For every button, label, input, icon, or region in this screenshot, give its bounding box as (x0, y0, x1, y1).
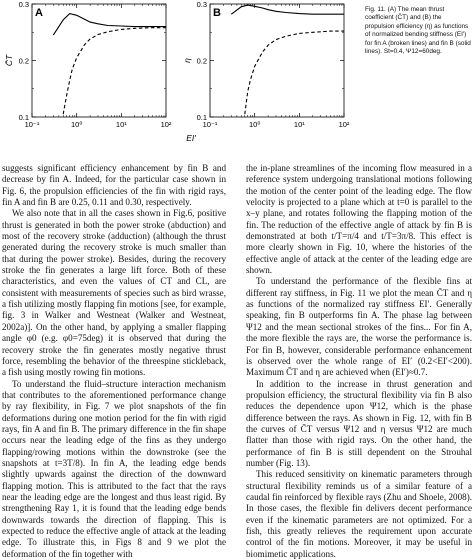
plot-frame (32, 4, 166, 117)
figure-11 (0, 0, 474, 163)
figure-caption (365, 6, 471, 56)
panel-a (4, 0, 172, 129)
y-axis-label: C̄T (4, 54, 14, 67)
x-tick-label: 10² (338, 120, 350, 129)
caption-text: Fig. 11. (A) The mean thrust coefficient (C̄T) and (B) the propulsion efficiency (η) as functions of normalized bending stiffness (EI′) for fin A (broken lines) and fin B (solid lines). St=0.4, Ψ12=60deg. (365, 6, 471, 56)
panel-label: B (213, 7, 221, 19)
right-paragraph: This reduced sensitivity on kinematic parameters through structural flexibility reminds us of a similar feature of a caudal fin reinforced by flexible rays (Zhu and Shoele, 2008). In those cases, the flexible fin delivers decent performance even if the kinematic parameters are not optimized. For a fish, this greatly relieves the requirement upon accurate control of the fin motions. Moreover, it may be useful in biomimetic applications. (246, 469, 472, 559)
y-tick-label: 0.3 (196, 0, 207, 9)
left-paragraph: We also note that in all the cases shown in Fig.6, positive thrust is generated in both the power stroke (abduction) and most of the recovery stroke (adduction) (although the thrust generated during the recovery stroke is much smaller than that during the power stroke). Besides, during the recovery stroke the fin generates a large lift force. Both of these characteristics, and even the values of CT and CL, are consistent with measurements of species such as bird wrasse, a fish utilizing mostly flapping fin motions [see, for example, fig. 3 in Walker and Westneat (Walker and Westneat, 2002a)]. On the other hand, by applying a smaller flapping angle φ0 (e.g. φ0=75deg) it is observed that during the recovery stroke the fin generates mostly negative thrust force, resembling the behavior of the threespine stickleback, a fish using mostly rowing fin motions. (2, 208, 226, 378)
right-paragraph: the in-plane streamlines of the incoming flow measured in a reference system undergoing translational motions following the motion of the center point of the leading edge. The flow velocity is projected to a plane which at t=0 is parallel to the x–y plane, and rotates following the flapping motion of the fin. The reduction of the effective angle of attack by fin B is demonstrated at both t/T=π/4 and t/T=3π/8. This effect is more clearly shown in Fig. 10, where the histories of the effective angle of attack at the center of the leading edge are shown. (246, 163, 472, 276)
right-paragraph: In addition to the increase in thrust generation and propulsion efficiency, the structural flexibility via fin B also reduces the dependence upon Ψ12, which is the phase difference between the rays. As shown in Fig. 12, with fin B the curves of C̄T versus Ψ12 and η versus Ψ12 are much flatter than those with rigid rays. On the other hand, the performance of fin B is still dependent on the Strouhal number (Fig. 13). (246, 378, 472, 468)
right-column (246, 163, 472, 559)
y-tick-label: 0.1 (196, 113, 207, 122)
left-paragraph: suggests significant efficiency enhancement by fin B and decrease by fin A. Indeed, for the particular case shown in Fig. 6, the propulsion efficiencies of the fin with rigid rays, fin A and fin B are 0.25, 0.11 and 0.30, respectively. (2, 163, 226, 208)
x-tick-label: 10⁻¹ (202, 120, 218, 129)
fin-a-curve (63, 28, 166, 115)
panel-b (182, 0, 350, 129)
x-tick-label: 10⁰ (70, 120, 83, 129)
x-axis-label: EI′ (186, 133, 196, 143)
x-tick-label: 10¹ (293, 120, 305, 129)
x-tick-label: 10⁰ (248, 120, 261, 129)
panel-label: A (35, 7, 43, 19)
y-axis-label: η (182, 58, 192, 63)
y-tick-label: 0.3 (18, 0, 29, 9)
plot-frame (210, 4, 344, 117)
left-column (2, 163, 226, 559)
fin-b-curve (231, 5, 344, 14)
y-tick-label: 0.2 (196, 56, 207, 66)
x-tick-label: 10¹ (115, 120, 127, 129)
x-tick-label: 10² (160, 120, 172, 129)
y-tick-label: 0.1 (18, 113, 29, 122)
x-tick-label: 10⁻¹ (24, 120, 40, 129)
fin-a-curve (245, 31, 344, 114)
y-tick-label: 0.2 (18, 56, 29, 66)
right-paragraph: To understand the performance of the flexible fins at different ray stiffness, in Fig. 11 we plot the mean C̄T and η as functions of the normalized ray stiffness EI′. Generally speaking, fin B outperforms fin A. The phase lag between Ψ12 and the mean sectional strokes of the fins... For fin A, the more flexible the rays are, the worse the performance is. For fin B, however, considerable performance enhancement is observed over the whole range of EI′ (0.2<EI′<200). Maximum C̄T and η are achieved when (EI′)≈0.7. (246, 276, 472, 378)
left-paragraph: To understand the fluid–structure interaction mechanism that contributes to the aforementioned performance change by ray flexibility, in Fig. 7 we plot snapshots of the fin deformations during one motion period for the fin with rigid rays, fin A and fin B. The primary difference in the fin shape occurs near the leading edge of the fins as they undergo flapping/rowing motions within the downstroke (see the snapshots at t=3T/8). In fin A, the leading edge bends slightly upwards against the direction of the downward flapping motion. This is attributed to the fact that the rays near the leading edge are the longest and thus least rigid. By strengthening Ray 1, it is found that the leading edge bends downwards towards the direction of flapping. This is expected to reduce the effective angle of attack at the leading edge. To illustrate this, in Figs 8 and 9 we plot the deformation of the fin together with (2, 378, 226, 559)
